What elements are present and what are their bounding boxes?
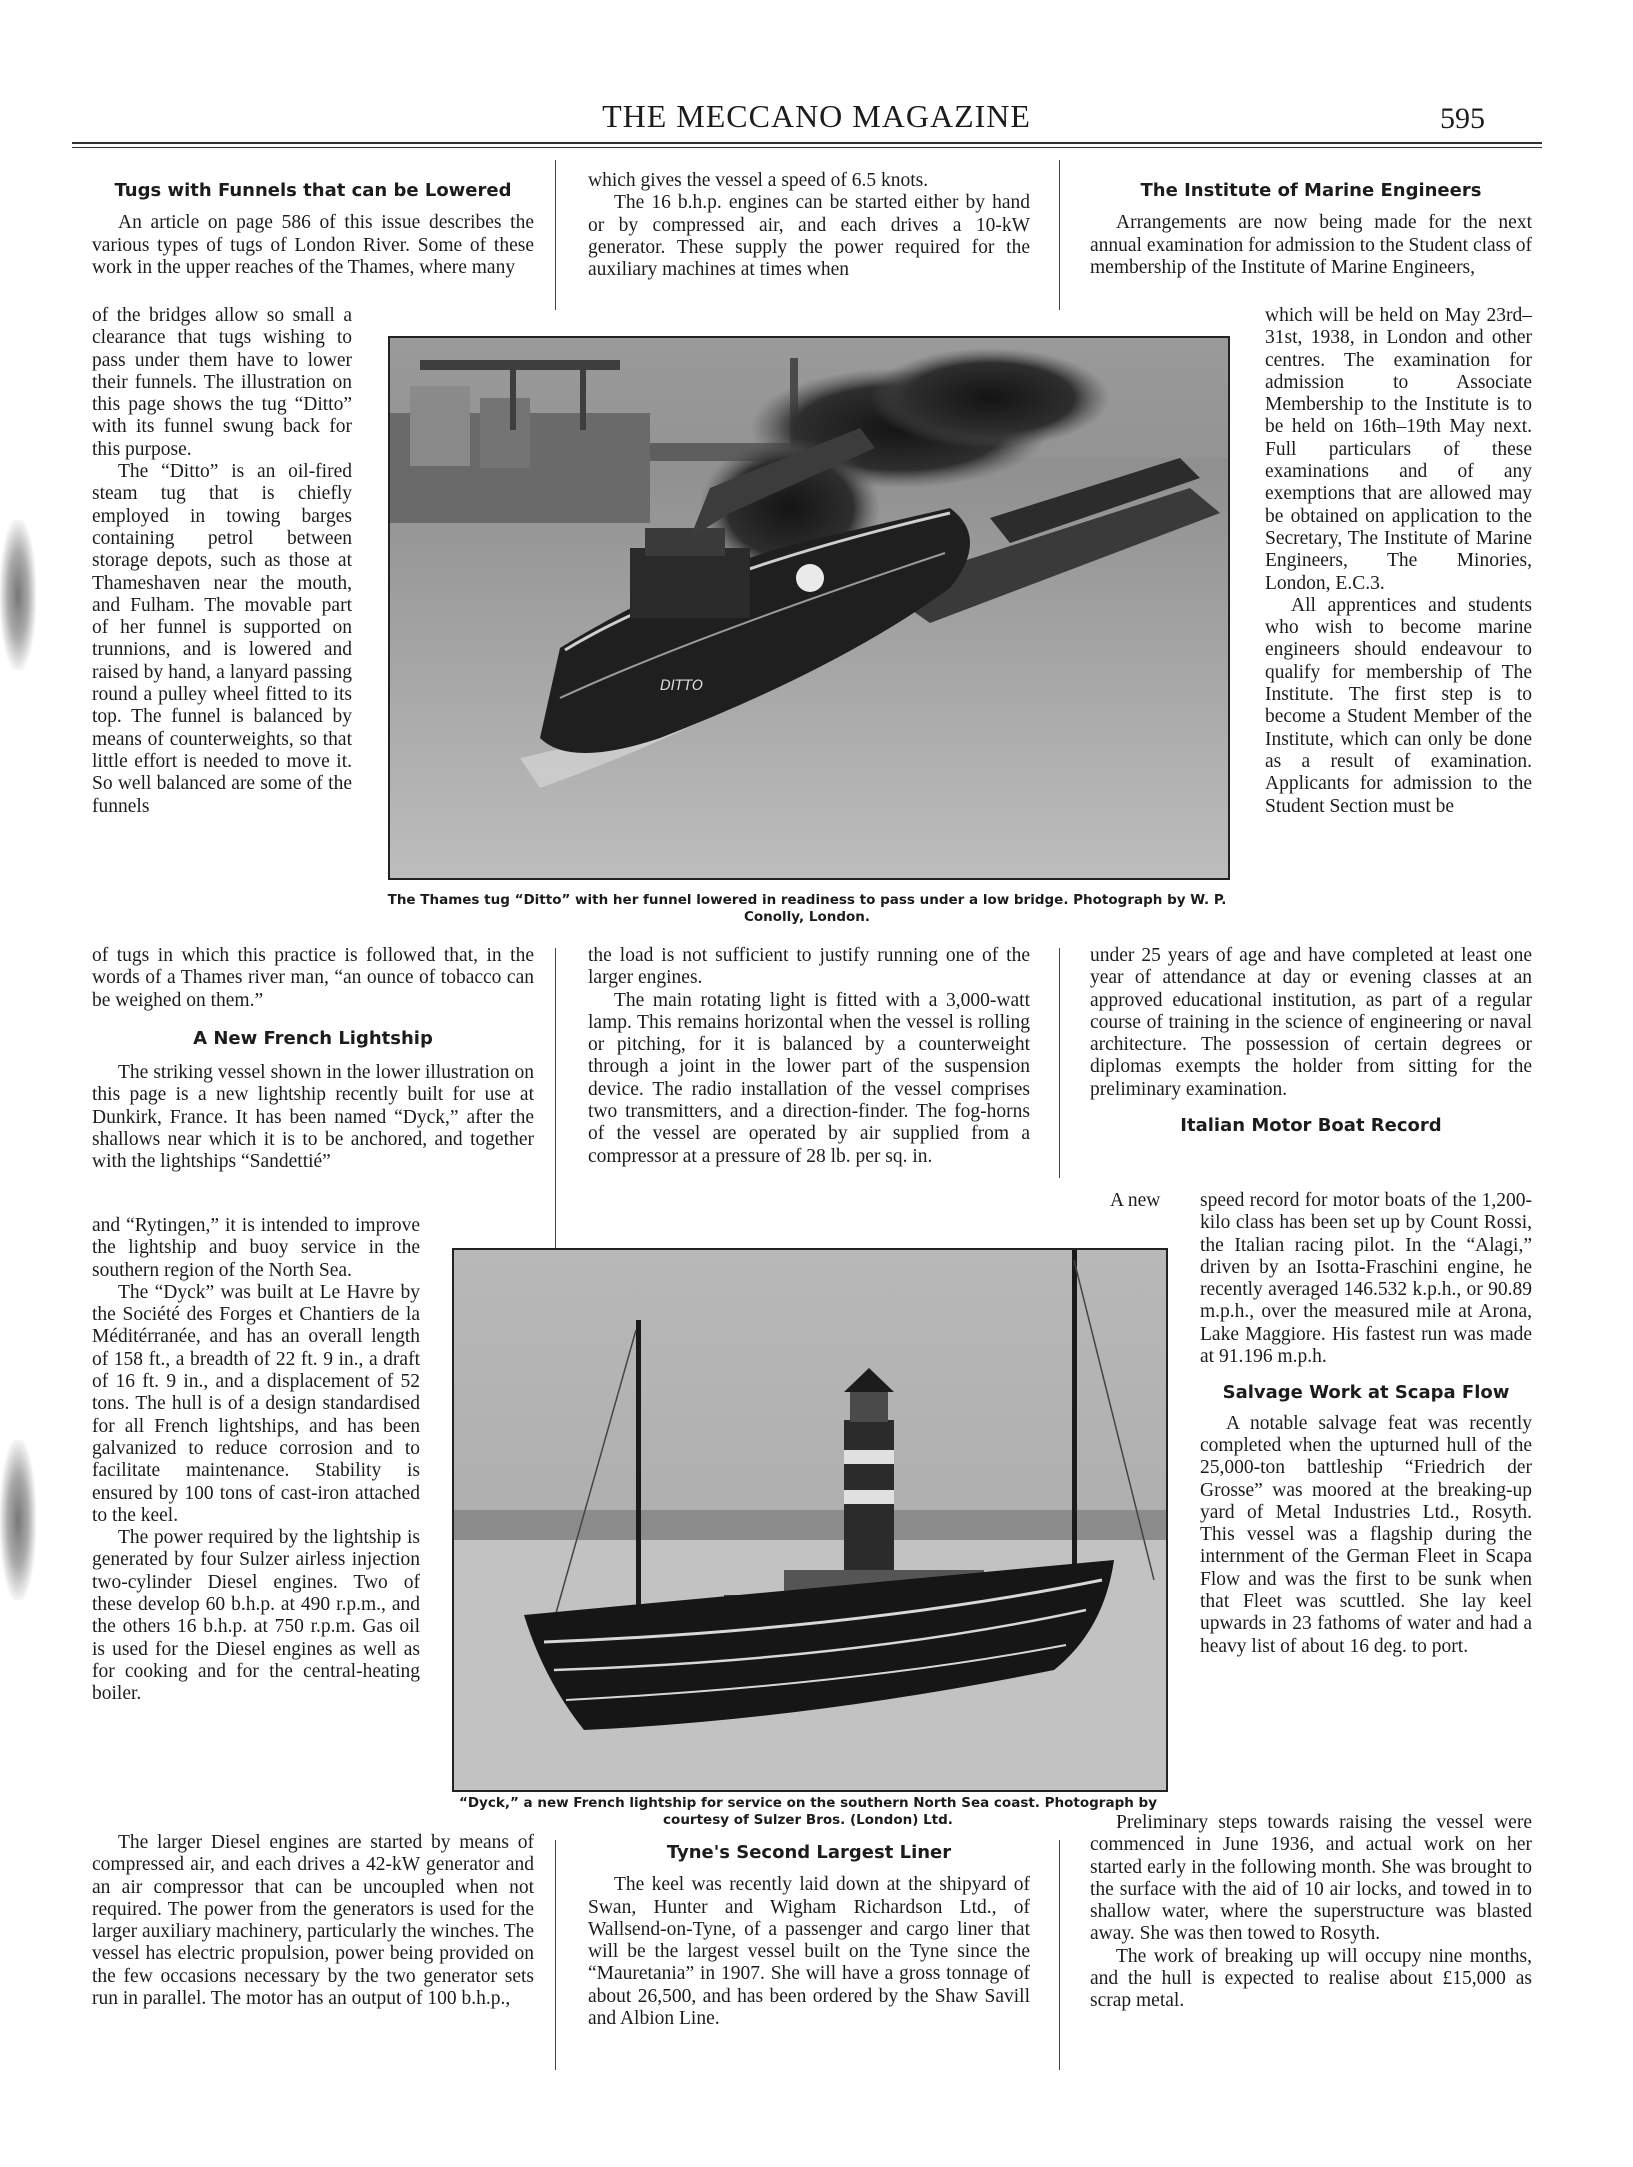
article-institute	[1090, 180, 1532, 279]
lightship-illustration	[454, 1250, 1166, 1790]
paragraph: which gives the vessel a speed of 6.5 knots.	[588, 170, 929, 191]
paragraph: The striking vessel shown in the lower illustration on this page is a new lightship recently built for use at Dunkirk, France. It has been named “Dyck,” after the shallows near which it is to be anchored, and together with the lightships “Sandettié”	[92, 1062, 534, 1173]
tug-hull-name: DITTO	[660, 678, 704, 694]
column-divider	[555, 160, 556, 310]
paragraph: The larger Diesel engines are started by means of compressed air, and each drives a 42-kW generator and an air compressor that can be uncoupled when not required. The power from the generators is used for the larger auxiliary machinery, particularly the winches. The vessel has electric propulsion, power being provided on the few occasions necessary by the two generator sets run in parallel. The motor has an output of 100 b.h.p.,	[92, 1832, 535, 2010]
paragraph: The 16 b.h.p. engines can be started either by hand or by compressed air, and each drives a 10-kW generator. These supply the power required for the auxiliary machines at times when	[588, 192, 1030, 281]
paragraph: Preliminary steps towards raising the vessel were commenced in June 1936, and actual work on her started early in the following month. She was brought to the surface with the aid of 10 air locks, and towed in to shallow water, where the superstructure was blasted away. She was then towed to Rosyth.	[1090, 1812, 1532, 1945]
paragraph: A notable salvage feat was recently completed when the upturned hull of the 25,000-ton battleship “Friedrich der Grosse” was moored at the breaking-up yard of Metal Industries Ltd., Rosyth. This vessel was a flagship during the internment of the German Fleet in Scapa Flow and was the first to be sunk when that Fleet was scuttled. She lay keel upwards in 23 fathoms of water and had a heavy list of about 16 deg. to port.	[1200, 1412, 1532, 1657]
article-lightship-end	[92, 1832, 534, 2010]
header-rule	[72, 142, 1542, 144]
column-divider	[1059, 160, 1060, 310]
heading-lightship: A New French Lightship	[193, 1027, 433, 1049]
paragraph: The work of breaking up will occupy nine months, and the hull is expected to realise about £15,000 as scrap metal.	[1090, 1945, 1532, 2012]
heading-tyne: Tyne's Second Largest Liner	[666, 1842, 952, 1863]
heading-salvage: Salvage Work at Scapa Flow	[1222, 1382, 1510, 1404]
scan-smudge	[0, 1440, 36, 1600]
article-tyne	[588, 1842, 1030, 2030]
heading-italian: Italian Motor Boat Record	[1180, 1115, 1442, 1137]
article-lightship-wrap	[92, 1215, 420, 1706]
heading-institute: The Institute of Marine Engineers	[1140, 180, 1482, 201]
heading-tugs: Tugs with Funnels that can be Lowered	[114, 180, 512, 201]
paragraph: the load is not sufficient to justify running one of the larger engines.	[588, 945, 1030, 989]
paragraph: An article on page 586 of this issue describes the various types of tugs of London River. Some of these work in the upper reaches of the Thames, where many	[92, 212, 534, 278]
paragraph: and “Rytingen,” it is intended to improve the lightship and buoy service in the southern region of the North Sea.	[92, 1215, 420, 1281]
article-lightship-mid	[588, 945, 1030, 1168]
article-tugs-end	[92, 945, 534, 1174]
paragraph: The main rotating light is fitted with a 3,000-watt lamp. This remains horizontal when the vessel is rolling or pitching, for it is balanced by a counterweight through a joint in the lower part of the suspension device. The radio installation of the vessel comprises two transmitters, and a direction-finder. The fog-horns of the vessel are operated by air supplied from a compressor at a pressure of 28 lb. per sq. in.	[588, 989, 1030, 1167]
tug-caption: The Thames tug “Ditto” with her funnel lowered in readiness to pass under a low bridge. Photograph by W. P. Conolly, London.	[387, 892, 1227, 925]
article-italian	[1200, 1190, 1532, 1658]
column-divider	[555, 948, 556, 1250]
header-rule-thin	[72, 147, 1542, 148]
column-divider	[1059, 1840, 1060, 2070]
article-lightship-cont	[588, 170, 1030, 281]
paragraph: under 25 years of age and have completed at least one year of attendance at day or evening classes at an approved educational institution, as part of a regular course of training in the science of engineering or naval architecture. The possession of certain degrees or diplomas exempts the holder from sitting for the preliminary examination.	[1090, 945, 1532, 1100]
article-salvage-end	[1090, 1812, 1532, 2013]
article-institute-end	[1090, 945, 1532, 1145]
article-institute-wrap	[1265, 305, 1532, 818]
article-tugs-wrap	[92, 305, 352, 818]
paragraph: of the bridges allow so small a clearance that tugs wishing to pass under them have to lower their funnels. The illustration on this page shows the tug “Ditto” with its funnel swung back for this purpose.	[92, 305, 352, 460]
column-divider	[555, 1840, 556, 2070]
italian-lead	[1110, 1190, 1190, 1212]
paragraph: The keel was recently laid down at the shipyard of Swan, Hunter and Wigham Richardson Ltd., of Wallsend-on-Tyne, of a passenger and cargo liner that will be the largest vessel built on the Tyne since the “Mauretania” in 1907. She will have a gross tonnage of about 26,500, and has been ordered by the Shaw Savill and Albion Line.	[588, 1874, 1030, 2030]
magazine-title: THE MECCANO MAGAZINE	[602, 98, 1031, 134]
paragraph: Arrangements are now being made for the next annual examination for admission to the Student class of membership of the Institute of Marine Engineers,	[1090, 212, 1532, 278]
tug-illustration	[390, 338, 1228, 878]
paragraph: speed record for motor boats of the 1,200-kilo class has been set up by Count Rossi, the Italian racing pilot. In the “Alagi,” driven by an Isotta-Fraschini engine, he recently averaged 146.532 k.p.h., or 90.89 m.p.h., over the measured mile at Arona, Lake Maggiore. His fastest run was made at 91.196 m.p.h.	[1200, 1190, 1532, 1368]
paragraph: which will be held on May 23rd–31st, 1938, in London and other centres. The examination for admission to Associate Membership to the Institute is to be held on 16th–19th May next. Full particulars of these examinations and of any exemptions that are allowed may be obtained on application to the Secretary, The Institute of Marine Engineers, The Minories, London, E.C.3.	[1265, 305, 1532, 594]
paragraph: The power required by the lightship is generated by four Sulzer airless injection two-cylinder Diesel engines. Two of these develop 60 b.h.p. at 490 r.p.m., and the others 16 b.h.p. at 750 r.p.m. Gas oil is used for the Diesel engines as well as for cooking and for the central-heating boiler.	[92, 1527, 420, 1705]
tug-photograph	[388, 336, 1230, 880]
paragraph: of tugs in which this practice is followed that, in the words of a Thames river man, “an ounce of tobacco can be weighed on them.”	[92, 945, 534, 1011]
paragraph: All apprentices and students who wish to become marine engineers should endeavour to qualify for membership of The Institute. The first step is to become a Student Member of the Institute, which can only be done as a result of examination. Applicants for admission to the Student Section must be	[1265, 594, 1532, 817]
paragraph: The “Ditto” is an oil-fired steam tug that is chiefly employed in towing barges containing petrol between storage depots, such as those at Thameshaven near the mouth, and Fulham. The movable part of her funnel is supported on trunnions, and is lowered and raised by hand, a lanyard passing round a pulley wheel fitted to its top. The funnel is balanced by means of counterweights, so that little effort is needed to move it. So well balanced are some of the funnels	[92, 461, 352, 817]
paragraph: The “Dyck” was built at Le Havre by the Société des Forges et Chantiers de la Méditérranée, and has an overall length of 158 ft., a breadth of 22 ft. 9 in., a draft of 16 ft. 9 in., and a displacement of 52 tons. The hull is of a design standardised for all French lightships, and has been galvanized to reduce corrosion and to facilitate maintenance. Stability is ensured by 100 tons of cast-iron attached to the keel.	[92, 1281, 420, 1526]
article-tugs	[92, 180, 534, 279]
lightship-caption: “Dyck,” a new French lightship for service on the southern North Sea coast. Photograph by courtesy of Sulzer Bros. (London) Ltd.	[458, 1795, 1158, 1828]
lightship-photograph	[452, 1248, 1168, 1792]
page-number: 595	[1440, 102, 1485, 135]
column-divider	[1059, 948, 1060, 1178]
scan-smudge	[0, 520, 36, 670]
italian-lead-text: A new	[1110, 1190, 1161, 1211]
